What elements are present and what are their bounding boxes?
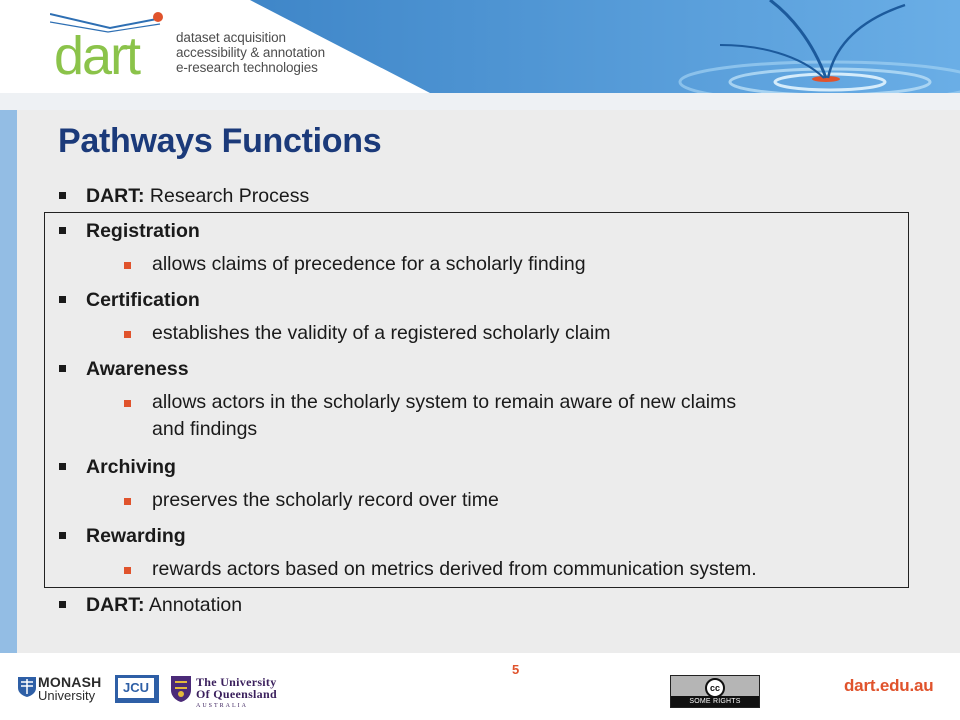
square-bullet-icon xyxy=(59,227,66,234)
square-bullet-icon xyxy=(59,463,66,470)
page-number: 5 xyxy=(512,662,520,677)
monash-logo: MONASH University xyxy=(38,674,102,703)
square-bullet-icon xyxy=(124,498,131,505)
square-bullet-icon xyxy=(124,400,131,407)
square-bullet-icon xyxy=(59,192,66,199)
slide-title: Pathways Functions xyxy=(58,122,382,160)
uq-logo: The University Of Queensland AUSTRALIA xyxy=(196,675,277,709)
header-banner xyxy=(0,0,960,93)
header-divider xyxy=(0,93,960,110)
cc-icon: cc xyxy=(705,678,725,698)
tagline-line-1: dataset acquisition xyxy=(176,30,286,45)
jcu-logo: JCU xyxy=(115,675,159,703)
logo-tagline xyxy=(176,30,325,75)
square-bullet-icon xyxy=(59,296,66,303)
uq-crest-icon xyxy=(170,673,192,703)
square-bullet-icon xyxy=(59,601,66,608)
monash-crest-icon xyxy=(17,676,37,698)
site-url-link[interactable]: dart.edu.au xyxy=(844,676,934,695)
logo-wordmark: dart xyxy=(54,26,140,80)
creative-commons-badge[interactable] xyxy=(670,675,760,716)
left-accent-bar xyxy=(0,110,17,653)
tagline-line-3: e-research technologies xyxy=(176,60,318,75)
square-bullet-icon xyxy=(124,331,131,338)
dart-logo xyxy=(50,10,180,80)
square-bullet-icon xyxy=(59,365,66,372)
square-bullet-icon xyxy=(59,532,66,539)
tagline-line-2: accessibility & annotation xyxy=(176,45,325,60)
square-bullet-icon xyxy=(124,262,131,269)
square-bullet-icon xyxy=(124,567,131,574)
license-label: SOME RIGHTS RESERVED xyxy=(671,696,759,707)
